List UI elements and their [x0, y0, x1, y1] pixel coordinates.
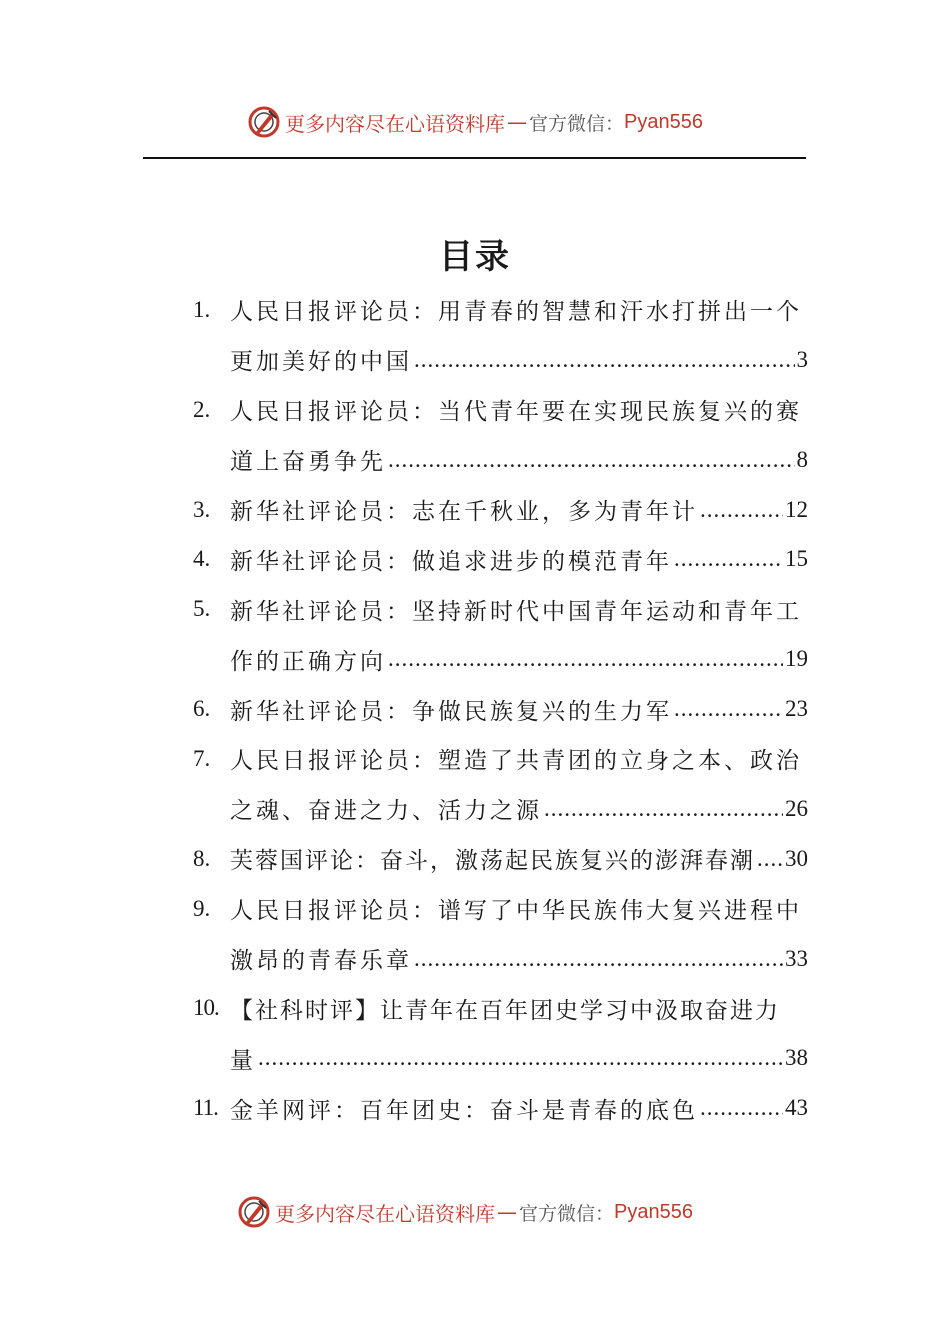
toc-entry-title: 【社科时评】让青年在百年团史学习中汲取奋进力	[230, 997, 780, 1024]
toc-entry-number: 6.	[193, 696, 211, 722]
toc-entry-continuation[interactable]	[193, 435, 808, 485]
toc-entry-title-cont: 更加美好的中国	[230, 349, 412, 376]
toc-entry-title: 人民日报评论员：塑造了共青团的立身之本、政治	[230, 748, 802, 775]
banner-wechat-label: 官方微信：	[529, 112, 625, 135]
quill-logo-icon	[237, 1195, 271, 1229]
toc-page-number: 15	[785, 546, 808, 572]
toc-entry-continuation[interactable]	[193, 1033, 808, 1083]
banner-slogan: 更多内容尽在心语资料库	[285, 111, 505, 136]
toc-entry-title: 新华社评论员：做追求进步的模范青年	[230, 548, 672, 575]
toc-page-number: 23	[785, 696, 808, 722]
banner-wechat-label: 官方微信：	[519, 1202, 615, 1225]
toc-entry-number: 9.	[193, 895, 211, 921]
toc-entry-number: 7.	[193, 745, 211, 771]
toc-entry-number: 8.	[193, 845, 211, 871]
toc-page-number: 26	[785, 795, 808, 821]
toc-entry[interactable]	[193, 884, 808, 934]
page-title: 目录	[439, 237, 511, 277]
banner-dash: —	[497, 1200, 517, 1224]
toc-entry-title: 人民日报评论员：谱写了中华民族伟大复兴进程中	[230, 898, 802, 925]
toc-page-number: 33	[785, 945, 808, 971]
dot-leader	[388, 447, 795, 473]
table-of-contents	[193, 285, 808, 1133]
toc-entry[interactable]	[193, 734, 808, 784]
toc-entry-continuation[interactable]	[193, 934, 808, 984]
dot-leader	[388, 646, 783, 672]
toc-entry-title: 芙蓉国评论：奋斗，激荡起民族复兴的澎湃春潮	[230, 848, 755, 875]
toc-entry-number: 11.	[193, 1095, 218, 1121]
dot-leader	[414, 946, 783, 972]
toc-page-number: 3	[796, 346, 808, 372]
toc-entry[interactable]	[193, 684, 808, 734]
toc-entry-number: 3.	[193, 496, 211, 522]
dot-leader	[544, 796, 783, 822]
dot-leader	[700, 1095, 783, 1121]
banner-dash: —	[507, 110, 527, 134]
toc-entry-title: 人民日报评论员：当代青年要在实现民族复兴的赛	[230, 399, 802, 426]
toc-entry-number: 1.	[193, 296, 211, 322]
toc-entry-continuation[interactable]	[193, 335, 808, 385]
toc-entry-title-cont: 作的正确方向	[230, 648, 386, 675]
toc-entry[interactable]	[193, 584, 808, 634]
header-banner	[0, 102, 950, 142]
toc-entry[interactable]	[193, 385, 808, 435]
toc-entry-title-cont: 量	[230, 1047, 256, 1074]
toc-entry-title-cont: 激昂的青春乐章	[230, 948, 412, 975]
toc-page-number: 19	[785, 646, 808, 672]
toc-entry[interactable]	[193, 1083, 808, 1133]
toc-entry-title: 金羊网评：百年团史：奋斗是青春的底色	[230, 1097, 698, 1124]
toc-entry[interactable]	[193, 983, 808, 1033]
toc-entry[interactable]	[193, 485, 808, 535]
quill-logo-icon	[247, 105, 281, 139]
toc-entry-continuation[interactable]	[193, 784, 808, 834]
toc-entry-title-cont: 道上奋勇争先	[230, 449, 386, 476]
toc-page-number: 30	[785, 845, 808, 871]
toc-entry[interactable]	[193, 285, 808, 335]
banner-wechat-id: Pyan556	[624, 110, 703, 133]
banner-slogan: 更多内容尽在心语资料库	[275, 1201, 495, 1226]
footer-banner	[0, 1192, 950, 1232]
toc-entry-number: 4.	[193, 546, 211, 572]
toc-page-number: 12	[785, 496, 808, 522]
toc-page-number: 8	[796, 446, 808, 472]
header-divider	[143, 157, 806, 159]
toc-entry-number: 2.	[193, 396, 211, 422]
toc-entry-number: 5.	[193, 596, 211, 622]
dot-leader	[700, 497, 783, 523]
toc-entry-title: 人民日报评论员：用青春的智慧和汗水打拼出一个	[230, 299, 802, 326]
toc-entry-continuation[interactable]	[193, 634, 808, 684]
dot-leader	[757, 846, 783, 872]
toc-entry-number: 10.	[193, 995, 219, 1021]
toc-entry[interactable]	[193, 834, 808, 884]
banner-wechat-id: Pyan556	[614, 1200, 693, 1223]
toc-entry-title: 新华社评论员：争做民族复兴的生力军	[230, 698, 672, 725]
toc-entry[interactable]	[193, 534, 808, 584]
dot-leader	[674, 546, 783, 572]
toc-entry-title-cont: 之魂、奋进之力、活力之源	[230, 798, 542, 825]
toc-entry-title: 新华社评论员：志在千秋业，多为青年计	[230, 499, 698, 525]
dot-leader	[674, 696, 783, 722]
dot-leader	[414, 347, 795, 373]
toc-entry-title: 新华社评论员：坚持新时代中国青年运动和青年工	[230, 598, 802, 625]
toc-page-number: 38	[785, 1045, 808, 1071]
toc-page-number: 43	[785, 1095, 808, 1121]
dot-leader	[258, 1045, 783, 1071]
